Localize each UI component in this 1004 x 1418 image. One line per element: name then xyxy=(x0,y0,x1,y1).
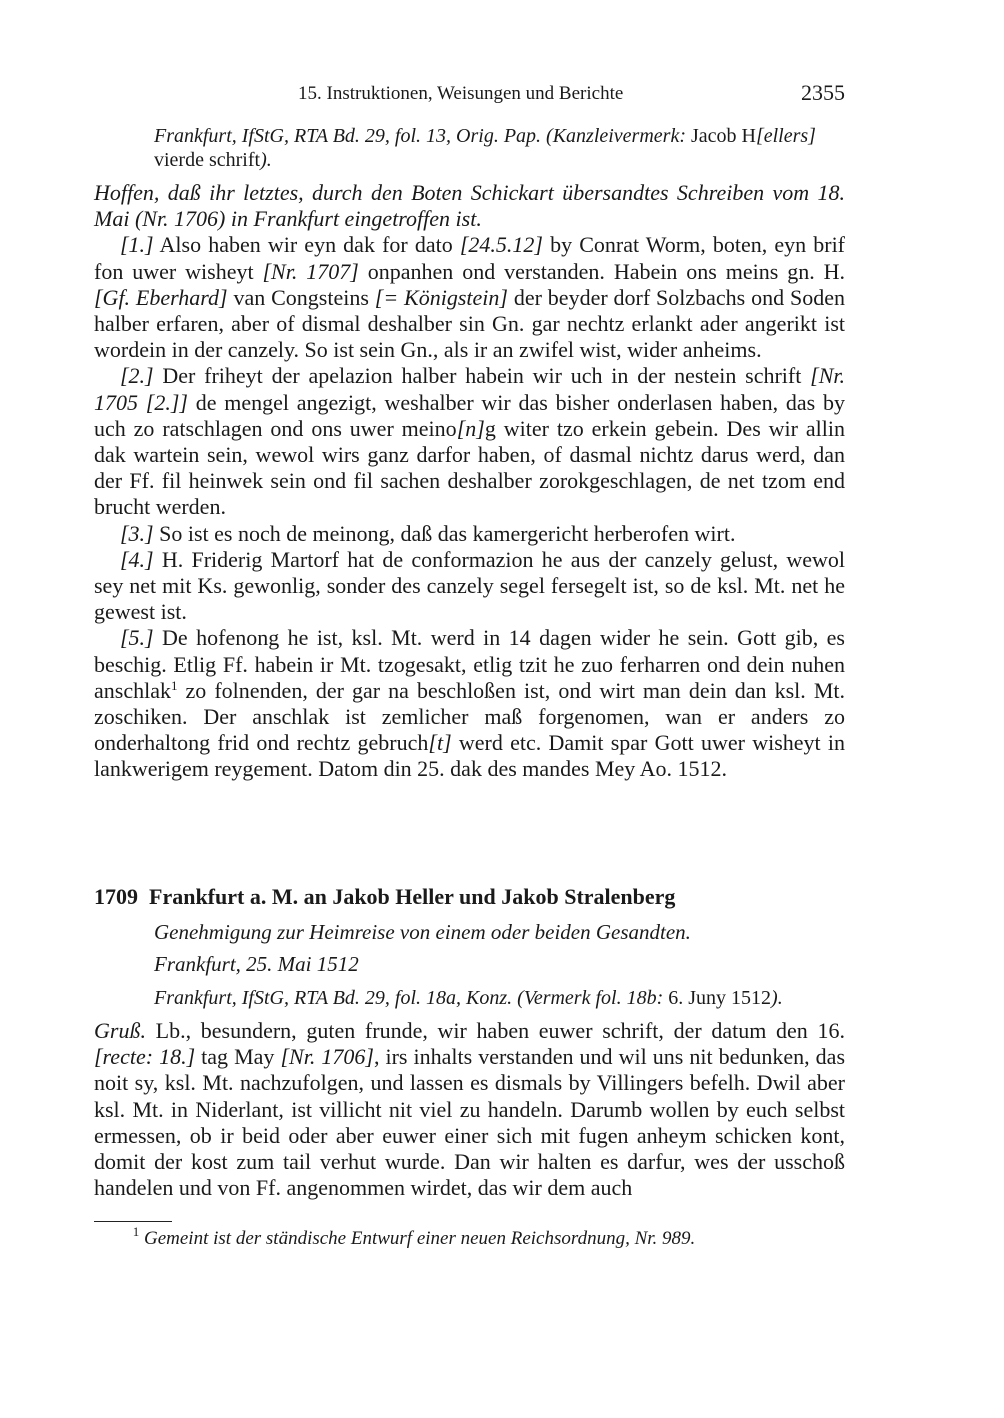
paragraph-2: [2.] Der friheyt der apelazion halber habein wir uch in der nestein schrift [Nr. 1705 [2.]] de mengel angezigt, weshalber wir das bisher onderlasen haben, das by uch zo ratschlagen ond ons uwer meino[n]g witer tzo erkein gebein. Des wir allin dak wartein sein, wewol wirs ganz darfor haben, of dasmal nichtz darus werd, dan der Ff. fil heinwek sein ond fil sachen deshalber zorokgeschlagen, de net tzom end brucht werden. xyxy=(94,363,845,520)
paragraph-5: [5.] De hofenong he ist, ksl. Mt. werd in 14 dagen wider he sein. Gott gib, es beschig. Etlig Ff. habein ir Mt. tzogesakt, etlig tzit he zuo ferharren ond dein nuhen anschlak$^1$ zo folnenden, der gar na beschloßen ist, ond wirt man dein dan ksl. Mt. zoschiken. Der anschlak ist zemlicher maß forgenomen, wan er anders zo onderhaltong frid ond rechtz gebruch[t] werd etc. Damit spar Gott uwer wisheyt in lankwerigem reygement. Datom din 25. dak des mandes Mey Ao. 1512. xyxy=(94,625,845,782)
source-note-1709: Frankfurt, IfStG, RTA Bd. 29, fol. 18a, Konz. (Vermerk fol. 18b: 6. Juny 1512). xyxy=(154,987,783,1009)
summary-1709: Genehmigung zur Heimreise von einem oder beiden Gesandten. xyxy=(154,920,691,944)
footnote-divider xyxy=(94,1221,172,1222)
paragraph-3: [3.] So ist es noch de meinong, daß das kamergericht herberofen wirt. xyxy=(120,520,736,546)
paragraph-1: [1.] Also haben wir eyn dak for dato [24.5.12] by Conrat Worm, boten, eyn brif fon uwer wisheyt [Nr. 1707] onpanhen ond verstanden. Habein ons meins gn. H. [Gf. Eberhard] van Congsteins [= Königstein] der beyder dorf Solzbachs ond Soden halber erfaren, aber of dismal deshalber sin Gn. gar nechtz erlankt ader angerikt ist wordein in der canzely. So ist sein Gn., als ir an zwifel wist, wider anheims. xyxy=(94,232,846,363)
running-header xyxy=(94,80,845,110)
footnote-1: $^1$ Gemeint ist der ständische Entwurf einer neuen Reichsordnung, Nr. 989. xyxy=(132,1224,696,1249)
running-title: 15. Instruktionen, Weisungen und Berichte xyxy=(298,83,624,104)
document-heading-1709: 1709 Frankfurt a. M. an Jakob Heller und Jakob Stralenberg xyxy=(94,884,676,909)
page-number: 2355 xyxy=(801,80,845,105)
place-date-1709: Frankfurt, 25. Mai 1512 xyxy=(154,952,359,976)
letter-1709-body xyxy=(94,1018,845,1201)
letter-1708-body xyxy=(94,180,845,783)
body-1709: Gruß. Lb., besundern, guten frunde, wir haben euwer schrift, der datum den 16. [recte: 18.] tag May [Nr. 1706], irs inhalts verstanden und wil uns nit bedunken, das noit sy, ksl. Mt. nachzufolgen, und lassen es dismals by Villingers befelh. Dwil aber ksl. Mt. in Niderlant, ist villicht nit viel zu handeln. Darumb wollen by euch selbst ermessen, ob ir beid oder aber euwer einer sich mit fugen anheym schicken kont, domit der kost zum tail verhut wurde. Dan wir halten es darfur, wes der usschoß handelen und von Ff. angenommen wirdet, das wir dem auch xyxy=(94,1018,845,1201)
summary-1708: Hoffen, daß ihr letztes, durch den Boten Schickart übersandtes Schreiben vom 18. Mai (Nr. 1706) in Frankfurt eingetroffen ist. xyxy=(94,180,845,232)
source-note-1708: Frankfurt, IfStG, RTA Bd. 29, fol. 13, Orig. Pap. (Kanzleivermerk: Jacob H[ellers] vierde schrift). xyxy=(154,125,816,171)
footnote-ref-1[interactable]: 1 xyxy=(170,677,178,693)
paragraph-4: [4.] H. Friderig Martorf hat de conformazion he aus der canzely gelust, wewol sey net mit Ks. gewonlig, sonder des canzely segel fersegelt ist, so de ksl. Mt. net he gewest ist. xyxy=(94,546,845,625)
